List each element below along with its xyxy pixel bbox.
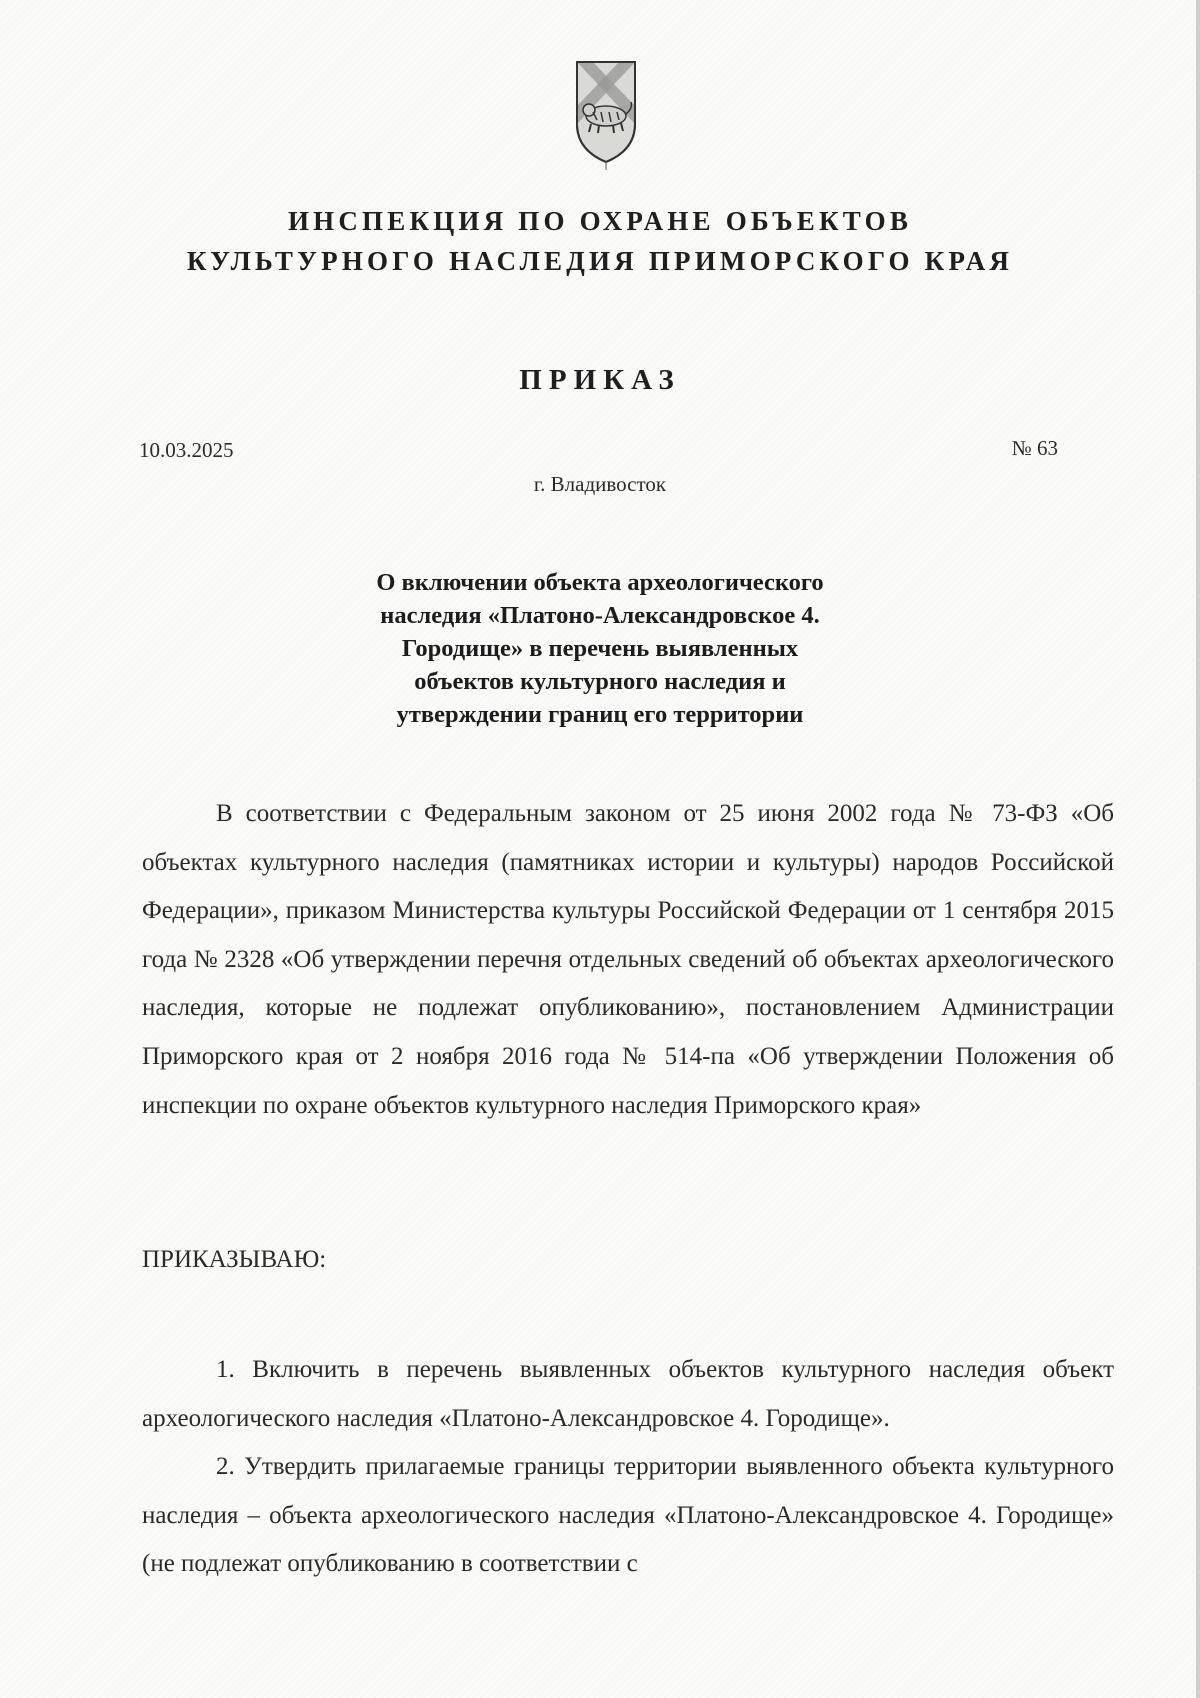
preamble-paragraph xyxy=(142,790,1114,1130)
subject-line: наследия «Платоно-Александровское 4. xyxy=(380,602,820,629)
document-date: 10.03.2025 xyxy=(139,438,234,462)
subject-line: утверждении границ его территории xyxy=(396,701,804,728)
organization-name-line2: КУЛЬТУРНОГО НАСЛЕДИЯ ПРИМОРСКОГО КРАЯ xyxy=(186,246,1014,276)
document-subject xyxy=(330,566,870,731)
order-item-2 xyxy=(142,1443,1114,1589)
subject-line: объектов культурного наследия и xyxy=(414,668,786,695)
order-item-1 xyxy=(142,1346,1114,1443)
order-item-text: 2. Утвердить прилагаемые границы территории выявленного объекта культурного наследия – объекта археологического наследия «Платоно-Александровское 4. Городище» (не подлежат опубликованию в соответствии с xyxy=(142,1453,1114,1578)
order-item-text: 1. Включить в перечень выявленных объектов культурного наследия объект археологического наследия «Платоно-Александровское 4. Городище». xyxy=(142,1356,1114,1432)
primorye-coat-of-arms-icon xyxy=(571,58,641,172)
document-number: № 63 xyxy=(1011,436,1058,460)
preamble-text: В соответствии с Федеральным законом от 25 июня 2002 года № 73-ФЗ «Об объектах культурного наследия (памятниках истории и культуры) народов Российской Федерации», приказом Министерства культуры Российской Федерации от 1 сентября 2015 года № 2328 «Об утверждении перечня отдельных сведений об объектах археологического наследия, которые не подлежат опубликованию», постановлением Администрации Приморского края от 2 ноября 2016 года № 514-па «Об утверждении Положения об инспекции по охране объектов культурного наследия Приморского края» xyxy=(142,800,1114,1119)
order-word: ПРИКАЗЫВАЮ: xyxy=(142,1246,327,1273)
subject-line: О включении объекта археологического xyxy=(376,569,824,596)
organization-name-line1: ИНСПЕКЦИЯ ПО ОХРАНЕ ОБЪЕКТОВ xyxy=(287,206,913,236)
document-city: г. Владивосток xyxy=(533,472,667,496)
subject-line: Городище» в перечень выявленных xyxy=(401,635,799,662)
document-type: ПРИКАЗ xyxy=(519,364,681,396)
